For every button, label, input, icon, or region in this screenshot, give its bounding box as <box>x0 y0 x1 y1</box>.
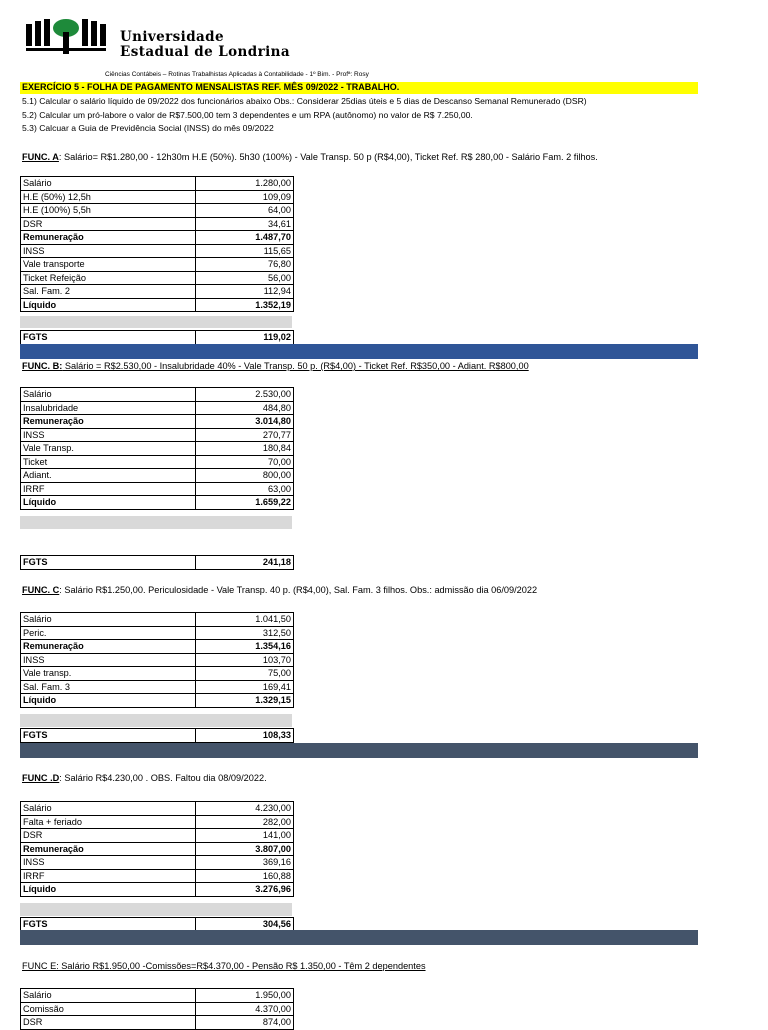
row-label: Remuneração <box>21 231 196 245</box>
row-value: 1.041,50 <box>196 613 294 627</box>
fgts-row <box>21 556 294 570</box>
table-row <box>21 869 294 883</box>
table-row <box>21 496 294 510</box>
row-value: 3.276,96 <box>196 883 294 897</box>
row-value: 369,16 <box>196 856 294 870</box>
func-c-title <box>22 585 537 595</box>
table-row <box>21 244 294 258</box>
table-row <box>21 856 294 870</box>
row-value: 180,84 <box>196 442 294 456</box>
row-value: 169,41 <box>196 680 294 694</box>
table-row <box>21 401 294 415</box>
row-label: Remuneração <box>21 415 196 429</box>
table-row <box>21 626 294 640</box>
row-label: DSR <box>21 829 196 843</box>
row-label: Remuneração <box>21 640 196 654</box>
fgts-label: FGTS <box>21 331 196 345</box>
instruction-3: 5.3) Calcuar a Guia de Previdência Social (INSS) do mês 09/2022 <box>22 123 274 133</box>
section-divider-band <box>20 743 698 758</box>
table-row <box>21 204 294 218</box>
func-b-grey-row <box>20 516 292 529</box>
row-label: Líquido <box>21 298 196 312</box>
table-row <box>21 842 294 856</box>
exercise-title: EXERCÍCIO 5 - FOLHA DE PAGAMENTO MENSALISTAS REF. MÊS 09/2022 - TRABALHO. <box>22 82 400 92</box>
func-d-table <box>20 801 294 897</box>
fgts-value: 108,33 <box>196 729 294 743</box>
table-row <box>21 428 294 442</box>
row-label: Vale transp. <box>21 667 196 681</box>
table-row <box>21 298 294 312</box>
row-label: Adiant. <box>21 469 196 483</box>
row-label: Salário <box>21 613 196 627</box>
row-value: 1.950,00 <box>196 989 294 1003</box>
table-row <box>21 482 294 496</box>
row-value: 63,00 <box>196 482 294 496</box>
func-d-grey-row <box>20 903 292 916</box>
row-label: IRRF <box>21 869 196 883</box>
table-row <box>21 442 294 456</box>
row-value: 1.280,00 <box>196 177 294 191</box>
row-label: Sal. Fam. 2 <box>21 285 196 299</box>
func-c-fgts-table <box>20 728 294 743</box>
table-row <box>21 829 294 843</box>
fgts-value: 304,56 <box>196 918 294 932</box>
row-label: Insalubridade <box>21 401 196 415</box>
table-row <box>21 1016 294 1030</box>
fgts-value: 119,02 <box>196 331 294 345</box>
row-value: 1.487,70 <box>196 231 294 245</box>
table-row <box>21 231 294 245</box>
row-label: H.E (100%) 5,5h <box>21 204 196 218</box>
row-value: 115,65 <box>196 244 294 258</box>
table-row <box>21 613 294 627</box>
func-c-description: : Salário R$1.250,00. Periculosidade - Vale Transp. 40 p. (R$4,00), Sal. Fam. 3 filhos. Obs.: admissão dia 06/09/2022 <box>59 585 538 595</box>
row-label: Salário <box>21 177 196 191</box>
row-value: 270,77 <box>196 428 294 442</box>
table-row <box>21 177 294 191</box>
row-label: Vale transporte <box>21 258 196 272</box>
table-row <box>21 815 294 829</box>
row-value: 1.354,16 <box>196 640 294 654</box>
table-row <box>21 271 294 285</box>
fgts-row <box>21 331 294 345</box>
row-value: 1.659,22 <box>196 496 294 510</box>
fgts-value: 241,18 <box>196 556 294 570</box>
row-value: 103,70 <box>196 653 294 667</box>
table-row <box>21 989 294 1003</box>
table-row <box>21 640 294 654</box>
row-value: 56,00 <box>196 271 294 285</box>
section-divider-band <box>20 344 698 359</box>
table-row <box>21 217 294 231</box>
row-label: INSS <box>21 428 196 442</box>
row-value: 76,80 <box>196 258 294 272</box>
uel-emblem-icon <box>26 18 106 58</box>
row-label: DSR <box>21 1016 196 1030</box>
table-row <box>21 883 294 897</box>
row-label: Peric. <box>21 626 196 640</box>
table-row <box>21 285 294 299</box>
row-value: 112,94 <box>196 285 294 299</box>
university-logo <box>26 18 326 62</box>
row-label: INSS <box>21 653 196 667</box>
row-label: INSS <box>21 244 196 258</box>
course-subheader: Ciências Contábeis – Rotinas Trabalhistas Aplicadas à Contabilidade - 1º Bim. - Profª: Rosy <box>105 71 369 78</box>
row-label: H.E (50%) 12,5h <box>21 190 196 204</box>
func-a-table <box>20 176 294 312</box>
row-label: Comissão <box>21 1002 196 1016</box>
row-value: 3.014,80 <box>196 415 294 429</box>
table-row <box>21 415 294 429</box>
row-label: Líquido <box>21 496 196 510</box>
row-value: 141,00 <box>196 829 294 843</box>
table-row <box>21 667 294 681</box>
table-row <box>21 469 294 483</box>
row-label: Salário <box>21 388 196 402</box>
func-d-label: FUNC .D <box>22 773 60 783</box>
table-row <box>21 694 294 708</box>
row-label: Remuneração <box>21 842 196 856</box>
row-label: Sal. Fam. 3 <box>21 680 196 694</box>
row-label: DSR <box>21 217 196 231</box>
func-b-description: Salário = R$2.530,00 - Insalubridade 40% - Vale Transp. 50 p. (R$4,00) - Ticket Ref. R$350,00 - Adiant. R$800,00 <box>62 361 529 371</box>
func-e-table <box>20 988 294 1030</box>
row-value: 3.807,00 <box>196 842 294 856</box>
func-b-fgts-table <box>20 555 294 570</box>
row-value: 1.352,19 <box>196 298 294 312</box>
row-label: Salário <box>21 989 196 1003</box>
func-a-label: FUNC. A <box>22 152 59 162</box>
section-divider-band <box>20 930 698 945</box>
row-value: 1.329,15 <box>196 694 294 708</box>
func-b-title <box>22 361 529 371</box>
fgts-row <box>21 729 294 743</box>
table-row <box>21 388 294 402</box>
func-a-description: : Salário= R$1.280,00 - 12h30m H.E (50%). 5h30 (100%) - Vale Transp. 50 p (R$4,00), Ticket Ref. R$ 280,00 - Salário Fam. 2 filhos. <box>58 152 598 162</box>
row-label: Falta + feriado <box>21 815 196 829</box>
func-c-table <box>20 612 294 708</box>
row-value: 2.530,00 <box>196 388 294 402</box>
row-value: 4.230,00 <box>196 802 294 816</box>
logo-line1: Universidade <box>120 29 225 45</box>
table-row <box>21 802 294 816</box>
row-label: Líquido <box>21 694 196 708</box>
row-label: Salário <box>21 802 196 816</box>
func-e-title: FUNC E: Salário R$1.950,00 -Comissões=R$4.370,00 - Pensão R$ 1.350,00 - Têm 2 dependentes <box>22 961 426 971</box>
row-value: 874,00 <box>196 1016 294 1030</box>
func-d-description: : Salário R$4.230,00 . OBS. Faltou dia 08/09/2022. <box>59 773 267 783</box>
table-row <box>21 1002 294 1016</box>
fgts-label: FGTS <box>21 556 196 570</box>
row-value: 484,80 <box>196 401 294 415</box>
row-value: 312,50 <box>196 626 294 640</box>
row-value: 800,00 <box>196 469 294 483</box>
instruction-2: 5.2) Calcular um pró-labore o valor de R$7.500,00 tem 3 dependentes e um RPA (autônomo) no valor de R$ 7.250,00. <box>22 110 473 120</box>
table-row <box>21 680 294 694</box>
row-value: 34,61 <box>196 217 294 231</box>
row-value: 64,00 <box>196 204 294 218</box>
func-a-title <box>22 152 598 162</box>
fgts-label: FGTS <box>21 918 196 932</box>
table-row <box>21 258 294 272</box>
fgts-row <box>21 918 294 932</box>
func-c-grey-row <box>20 714 292 727</box>
row-label: INSS <box>21 856 196 870</box>
table-row <box>21 190 294 204</box>
logo-line2: Estadual de Londrina <box>120 44 290 60</box>
row-value: 4.370,00 <box>196 1002 294 1016</box>
table-row <box>21 653 294 667</box>
row-label: Líquido <box>21 883 196 897</box>
func-a-fgts-table <box>20 330 294 345</box>
row-label: Ticket <box>21 455 196 469</box>
func-a-grey-row <box>20 316 292 328</box>
func-c-label: FUNC. C <box>22 585 60 595</box>
row-value: 160,88 <box>196 869 294 883</box>
row-value: 109,09 <box>196 190 294 204</box>
row-label: Vale Transp. <box>21 442 196 456</box>
fgts-label: FGTS <box>21 729 196 743</box>
row-label: IRRF <box>21 482 196 496</box>
exercise-title-bar <box>20 82 698 94</box>
func-d-title <box>22 773 267 783</box>
row-value: 70,00 <box>196 455 294 469</box>
table-row <box>21 455 294 469</box>
instruction-1: 5.1) Calcular o salário líquido de 09/2022 dos funcionários abaixo Obs.: Considerar 25dias úteis e 5 dias de Descanso Semanal Remunerado (DSR) <box>22 96 587 106</box>
row-value: 75,00 <box>196 667 294 681</box>
row-label: Ticket Refeição <box>21 271 196 285</box>
func-b-table <box>20 387 294 510</box>
func-b-label: FUNC. B: <box>22 361 63 371</box>
row-value: 282,00 <box>196 815 294 829</box>
